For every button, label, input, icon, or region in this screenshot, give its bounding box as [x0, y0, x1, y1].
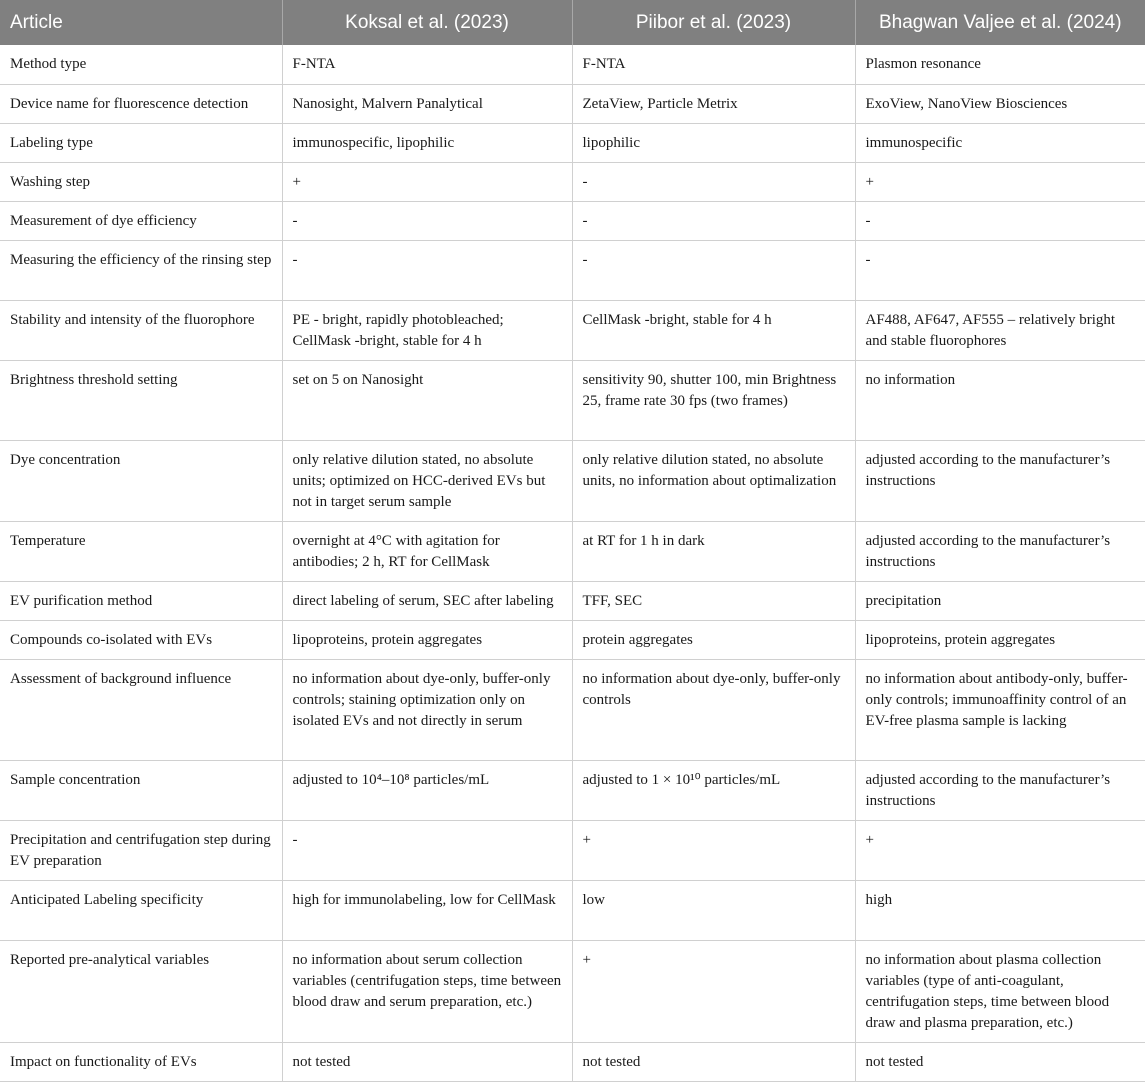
- header-article: Article: [0, 0, 282, 45]
- table-cell: CellMask -bright, stable for 4 h: [572, 300, 855, 360]
- table-row: [0, 162, 1145, 201]
- row-label: Reported pre-analytical variables: [0, 940, 282, 1042]
- table-cell: immunospecific: [855, 123, 1145, 162]
- table-cell: -: [572, 162, 855, 201]
- table-cell: no information: [855, 360, 1145, 440]
- table-cell: adjusted to 10⁴–10⁸ particles/mL: [282, 760, 572, 820]
- row-label: Stability and intensity of the fluorophore: [0, 300, 282, 360]
- table-cell: only relative dilution stated, no absolute units, no information about optimalization: [572, 440, 855, 521]
- table-row: [0, 620, 1145, 659]
- table-cell: high: [855, 880, 1145, 940]
- table-cell: adjusted according to the manufacturer’s instructions: [855, 760, 1145, 820]
- row-label: Dye concentration: [0, 440, 282, 521]
- table-cell: +: [572, 820, 855, 880]
- table-row: [0, 240, 1145, 300]
- table-cell: F-NTA: [572, 45, 855, 84]
- table-cell: sensitivity 90, shutter 100, min Brightness 25, frame rate 30 fps (two frames): [572, 360, 855, 440]
- table-cell: -: [282, 240, 572, 300]
- table-row: [0, 940, 1145, 1042]
- table-row: [0, 581, 1145, 620]
- table-cell: -: [282, 201, 572, 240]
- row-label: Assessment of background influence: [0, 659, 282, 760]
- table-cell: lipophilic: [572, 123, 855, 162]
- table-row: [0, 123, 1145, 162]
- row-label: Device name for fluorescence detection: [0, 84, 282, 123]
- table-row: [0, 820, 1145, 880]
- row-label: Measurement of dye efficiency: [0, 201, 282, 240]
- row-label: Method type: [0, 45, 282, 84]
- table-cell: TFF, SEC: [572, 581, 855, 620]
- table-cell: lipoproteins, protein aggregates: [282, 620, 572, 659]
- row-label: Brightness threshold setting: [0, 360, 282, 440]
- table-row: [0, 521, 1145, 581]
- table-cell: no information about dye-only, buffer-only controls; staining optimization only on isolated EVs and not directly in serum: [282, 659, 572, 760]
- table-body: [0, 45, 1145, 1081]
- row-label: Sample concentration: [0, 760, 282, 820]
- table-cell: no information about plasma collection variables (type of anti-coagulant, centrifugation steps, time between blood draw and plasma preparation, etc.): [855, 940, 1145, 1042]
- table-row: [0, 360, 1145, 440]
- table-cell: high for immunolabeling, low for CellMask: [282, 880, 572, 940]
- row-label: Measuring the efficiency of the rinsing step: [0, 240, 282, 300]
- table-cell: not tested: [572, 1042, 855, 1081]
- table-cell: only relative dilution stated, no absolute units; optimized on HCC-derived EVs but not in target serum sample: [282, 440, 572, 521]
- table-cell: not tested: [282, 1042, 572, 1081]
- row-label: Anticipated Labeling specificity: [0, 880, 282, 940]
- table-cell: +: [855, 162, 1145, 201]
- header-koksal-2023: Koksal et al. (2023): [282, 0, 572, 45]
- table-cell: ZetaView, Particle Metrix: [572, 84, 855, 123]
- table-cell: overnight at 4°C with agitation for antibodies; 2 h, RT for CellMask: [282, 521, 572, 581]
- table-cell: AF488, AF647, AF555 – relatively bright and stable fluorophores: [855, 300, 1145, 360]
- table-cell: PE - bright, rapidly photobleached; CellMask -bright, stable for 4 h: [282, 300, 572, 360]
- table-cell: Plasmon resonance: [855, 45, 1145, 84]
- row-label: Impact on functionality of EVs: [0, 1042, 282, 1081]
- table-cell: -: [572, 201, 855, 240]
- table-row: [0, 880, 1145, 940]
- table-cell: -: [855, 201, 1145, 240]
- table-cell: ExoView, NanoView Biosciences: [855, 84, 1145, 123]
- table-cell: adjusted according to the manufacturer’s instructions: [855, 521, 1145, 581]
- table-header: [0, 0, 1145, 45]
- row-label: Precipitation and centrifugation step during EV preparation: [0, 820, 282, 880]
- table-cell: Nanosight, Malvern Panalytical: [282, 84, 572, 123]
- table-cell: at RT for 1 h in dark: [572, 521, 855, 581]
- row-label: Compounds co-isolated with EVs: [0, 620, 282, 659]
- table-cell: +: [855, 820, 1145, 880]
- table-cell: not tested: [855, 1042, 1145, 1081]
- table-row: [0, 300, 1145, 360]
- table-row: [0, 45, 1145, 84]
- header-bhagwan-valjee-2024: Bhagwan Valjee et al. (2024): [855, 0, 1145, 45]
- table-cell: set on 5 on Nanosight: [282, 360, 572, 440]
- table-cell: low: [572, 880, 855, 940]
- table-row: [0, 760, 1145, 820]
- table-cell: no information about serum collection variables (centrifugation steps, time between blood draw and serum preparation, etc.): [282, 940, 572, 1042]
- table-cell: no information about dye-only, buffer-only controls: [572, 659, 855, 760]
- table-cell: adjusted according to the manufacturer’s instructions: [855, 440, 1145, 521]
- table-row: [0, 1042, 1145, 1081]
- table-cell: immunospecific, lipophilic: [282, 123, 572, 162]
- table-cell: no information about antibody-only, buffer-only controls; immunoaffinity control of an EV-free plasma sample is lacking: [855, 659, 1145, 760]
- row-label: Temperature: [0, 521, 282, 581]
- table-row: [0, 84, 1145, 123]
- table-cell: -: [572, 240, 855, 300]
- table-cell: lipoproteins, protein aggregates: [855, 620, 1145, 659]
- table-row: [0, 659, 1145, 760]
- row-label: Washing step: [0, 162, 282, 201]
- table-cell: +: [282, 162, 572, 201]
- row-label: Labeling type: [0, 123, 282, 162]
- row-label: EV purification method: [0, 581, 282, 620]
- header-piibor-2023: Piibor et al. (2023): [572, 0, 855, 45]
- table-cell: adjusted to 1 × 10¹⁰ particles/mL: [572, 760, 855, 820]
- header-row: [0, 0, 1145, 45]
- table-cell: F-NTA: [282, 45, 572, 84]
- table-cell: -: [855, 240, 1145, 300]
- table-cell: protein aggregates: [572, 620, 855, 659]
- table-cell: precipitation: [855, 581, 1145, 620]
- table-cell: +: [572, 940, 855, 1042]
- table-row: [0, 440, 1145, 521]
- table-row: [0, 201, 1145, 240]
- table-cell: -: [282, 820, 572, 880]
- table-cell: direct labeling of serum, SEC after labeling: [282, 581, 572, 620]
